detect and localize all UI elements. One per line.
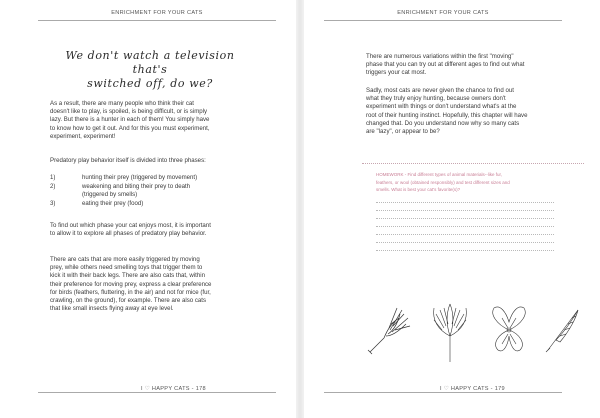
text-line: their preference for moving prey, express a clear preference bbox=[50, 280, 212, 288]
quill-feather-sketch-icon bbox=[542, 304, 586, 354]
text-line: experiment, experiment! bbox=[50, 132, 116, 140]
homework-line: smells. What is best your cat's favorite(s)? bbox=[376, 187, 461, 193]
book-gutter bbox=[296, 0, 304, 418]
text-line: To find out which phase your cat enjoys most, it is important bbox=[50, 222, 211, 229]
list-text: eating their prey (food) bbox=[82, 199, 144, 207]
list-number: 1) bbox=[50, 174, 56, 181]
answer-line bbox=[376, 242, 554, 243]
footer-rule bbox=[38, 392, 276, 393]
script-title bbox=[60, 49, 240, 91]
text-line: As a result, there are many people who think their cat bbox=[50, 100, 194, 107]
heart-icon: ♡ bbox=[144, 386, 151, 392]
page-number: HAPPY CATS - 178 bbox=[151, 386, 206, 392]
paragraph: Predatory play behavior itself is divided into three phases: bbox=[50, 157, 206, 164]
paragraph bbox=[366, 87, 578, 136]
homework-box bbox=[362, 163, 584, 260]
answer-line bbox=[376, 250, 554, 251]
homework-text bbox=[376, 171, 576, 194]
running-head: ENRICHMENT FOR YOUR CATS bbox=[111, 10, 203, 16]
text-line: Sadly, most cats are never given the chance to find out bbox=[366, 87, 514, 94]
answer-line bbox=[376, 218, 554, 219]
footer-separator: I bbox=[141, 386, 143, 392]
text-line: to know how to get it out. And for this you must experiment, bbox=[50, 124, 210, 132]
paragraph bbox=[50, 222, 262, 238]
header-rule bbox=[38, 20, 276, 21]
list-text: weakening and biting their prey to death bbox=[82, 182, 191, 190]
text-line: doesn't like to play, is spoiled, is being difficult, or is simply bbox=[50, 108, 208, 116]
text-line: experiment with things or don't understand what's at the bbox=[366, 103, 517, 111]
text-line: are "lazy", or appear to be? bbox=[366, 128, 440, 136]
text-line: root of their hunting instinct. Hopefully, this chapter will have bbox=[366, 111, 528, 119]
page-footer bbox=[138, 386, 209, 392]
list-text: (triggered by smells) bbox=[82, 191, 138, 198]
footer-separator: I bbox=[440, 386, 442, 392]
text-line: changed that. Do you understand now why so many cats bbox=[366, 119, 520, 127]
paragraph bbox=[50, 100, 262, 141]
text-line: phase that you can try out at different ages to find out what bbox=[366, 61, 525, 69]
text-line: for birds (feathers, fluttering, in the air) and not for mice (fur, bbox=[50, 288, 211, 296]
script-title-line: We don't watch a television that's bbox=[65, 49, 235, 76]
list-number: 2) bbox=[50, 182, 56, 190]
text-line: There are cats that are more easily triggered by moving bbox=[50, 256, 200, 263]
text-line: lazy. But there is a hunter in each of them! You simply have bbox=[50, 116, 210, 124]
list-text: hunting their prey (triggered by movement) bbox=[82, 174, 198, 181]
feather-sketch-icon bbox=[424, 300, 476, 366]
paragraph bbox=[50, 256, 262, 313]
page-number: HAPPY CATS - 179 bbox=[450, 386, 505, 392]
text-line: to allow it to explore all phases of predatory play behavior. bbox=[50, 230, 207, 238]
text-line: There are numerous variations within the first "moving" bbox=[366, 53, 514, 60]
answer-line bbox=[376, 234, 554, 235]
answer-line bbox=[376, 210, 554, 211]
page-footer bbox=[437, 386, 508, 392]
text-line: what they truly enjoy hunting, because owners don't bbox=[366, 95, 506, 103]
answer-line bbox=[376, 226, 554, 227]
paragraph bbox=[366, 53, 578, 78]
right-page bbox=[304, 0, 600, 418]
text-line: crawling, on the ground), for example. There are also cats bbox=[50, 297, 207, 305]
text-line: that like small insects flying away at eye level. bbox=[50, 305, 174, 313]
left-page bbox=[0, 0, 296, 418]
header-rule bbox=[324, 20, 562, 21]
footer-rule bbox=[324, 392, 562, 393]
heart-icon: ♡ bbox=[443, 386, 450, 392]
list-number: 3) bbox=[50, 199, 56, 207]
answer-line bbox=[376, 202, 554, 203]
homework-line: feathers, or wool (obtained responsibly) and test different sizes and bbox=[376, 179, 510, 185]
script-title-line: switched off, do we? bbox=[87, 77, 213, 90]
text-line: kick it with their back legs. There are also cats that, within bbox=[50, 272, 206, 280]
text-line: prey, while others need smelling toys that trigger them to bbox=[50, 264, 203, 272]
homework-line: HOMEWORK - Find different types of animal materials--like fur, bbox=[376, 172, 502, 177]
text-line: triggers your cat most. bbox=[366, 69, 427, 77]
running-head: ENRICHMENT FOR YOUR CATS bbox=[397, 10, 489, 16]
pompom-sketch-icon bbox=[484, 302, 534, 358]
cat-toy-sketch-icon bbox=[362, 300, 414, 360]
